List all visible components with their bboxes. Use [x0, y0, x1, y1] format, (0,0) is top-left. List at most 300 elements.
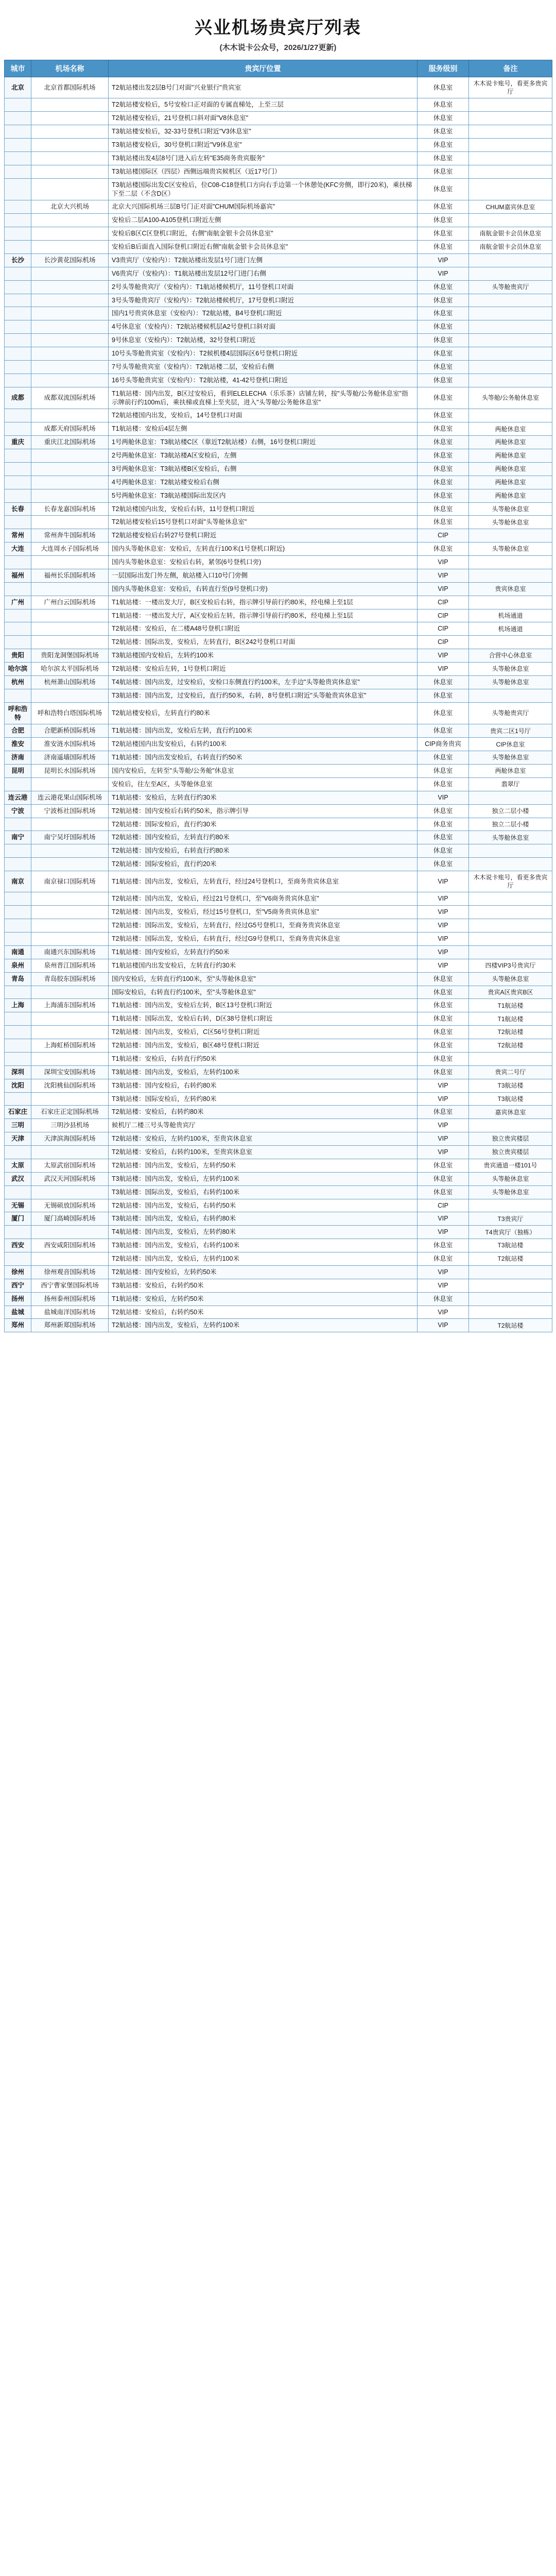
cell-note — [469, 1199, 552, 1212]
cell-airport — [31, 858, 109, 871]
cell-airport: 福州长乐国际机场 — [31, 569, 109, 582]
table-row — [5, 818, 552, 831]
cell-note: T2航站楼 — [469, 1039, 552, 1053]
cell-airport — [31, 933, 109, 946]
cell-service-level: 休息室 — [418, 777, 469, 791]
cell-airport — [31, 986, 109, 999]
table-row — [5, 675, 552, 689]
cell-location: T4航站楼：国内出发，过安检后，安检口东侧直行约100米，左手边"头等舱贵宾休息室" — [109, 675, 418, 689]
cell-service-level: CIP — [418, 622, 469, 636]
cell-service-level: 休息室 — [418, 999, 469, 1012]
cell-airport: 杭州萧山国际机场 — [31, 675, 109, 689]
cell-note: 头等舱休息室 — [469, 751, 552, 765]
cell-airport — [31, 1185, 109, 1199]
cell-airport: 泉州晋江国际机场 — [31, 959, 109, 972]
table-row — [5, 689, 552, 702]
cell-city — [5, 294, 31, 307]
cell-service-level: VIP — [418, 919, 469, 933]
cell-service-level: 休息室 — [418, 1065, 469, 1079]
table-row — [5, 387, 552, 409]
cell-note — [469, 892, 552, 906]
cell-location: T3航站楼：国内出发，安检后，左转约100米 — [109, 1172, 418, 1185]
cell-note — [469, 139, 552, 152]
cell-service-level: 休息室 — [418, 165, 469, 178]
cell-city — [5, 178, 31, 200]
cell-city: 武汉 — [5, 1172, 31, 1185]
cell-airport — [31, 818, 109, 831]
cell-airport: 沈阳桃仙国际机场 — [31, 1079, 109, 1092]
cell-city: 合肥 — [5, 724, 31, 738]
header-city: 城市 — [5, 60, 31, 77]
cell-city: 三明 — [5, 1119, 31, 1132]
cell-note: 头等舱休息室 — [469, 663, 552, 676]
cell-city: 杭州 — [5, 675, 31, 689]
cell-airport — [31, 844, 109, 858]
cell-airport: 长春龙嘉国际机场 — [31, 502, 109, 516]
table-row — [5, 543, 552, 556]
cell-airport — [31, 125, 109, 139]
cell-airport — [31, 636, 109, 649]
cell-service-level: 休息室 — [418, 280, 469, 294]
cell-note: 四楼VIP3号贵宾厅 — [469, 959, 552, 972]
cell-airport — [31, 98, 109, 112]
cell-airport — [31, 906, 109, 919]
cell-city — [5, 320, 31, 334]
table-row — [5, 1039, 552, 1053]
cell-service-level: 休息室 — [418, 1026, 469, 1039]
table-row — [5, 489, 552, 502]
cell-city: 贵阳 — [5, 649, 31, 663]
table-row — [5, 569, 552, 582]
table-row — [5, 1226, 552, 1239]
cell-airport: 上海虹桥国际机场 — [31, 1039, 109, 1053]
cell-location: T3航站楼安检后，32-33号登机口附近"V3休息室" — [109, 125, 418, 139]
cell-location: T1航站楼：一楼出发大厅，B区安检后右转，指示牌引导前行约80米，经电梯上至1层 — [109, 596, 418, 609]
cell-note: 机场通道 — [469, 622, 552, 636]
cell-location: T1航站楼：安检后4层左侧 — [109, 422, 418, 436]
cell-location: T2航站楼安检后15号登机口对面"头等舱休息室" — [109, 516, 418, 529]
cell-airport — [31, 919, 109, 933]
cell-airport: 盐城南洋国际机场 — [31, 1306, 109, 1319]
cell-city — [5, 1185, 31, 1199]
table-row — [5, 516, 552, 529]
cell-location: 国内1号贵宾休息室（安检内）：T2航站楼，B4号登机口附近 — [109, 307, 418, 320]
table-row — [5, 178, 552, 200]
cell-service-level: VIP — [418, 1226, 469, 1239]
cell-airport — [31, 178, 109, 200]
cell-airport — [31, 556, 109, 569]
cell-note: 合营中心休息室 — [469, 649, 552, 663]
cell-service-level: VIP — [418, 906, 469, 919]
cell-city — [5, 919, 31, 933]
cell-note: 头等舱休息室 — [469, 972, 552, 986]
cell-airport — [31, 476, 109, 489]
cell-location: T2航站楼国内出发安检后，右转约100米 — [109, 738, 418, 751]
cell-airport: 南宁吴圩国际机场 — [31, 831, 109, 844]
cell-airport — [31, 139, 109, 152]
cell-city — [5, 200, 31, 214]
cell-note: T1航站楼 — [469, 1012, 552, 1026]
cell-location: T2航站楼安检后右转27号登机口附近 — [109, 529, 418, 543]
cell-service-level: 休息室 — [418, 409, 469, 422]
page-title: 兴业机场贵宾厅列表 — [195, 18, 361, 38]
cell-service-level: VIP — [418, 945, 469, 959]
cell-city: 扬州 — [5, 1292, 31, 1306]
cell-location: T1航站楼国内出发安检后，左转直行约30米 — [109, 959, 418, 972]
cell-airport — [31, 214, 109, 227]
cell-airport: 合肥新桥国际机场 — [31, 724, 109, 738]
cell-note — [469, 253, 552, 267]
cell-airport — [31, 1026, 109, 1039]
cell-airport — [31, 1146, 109, 1159]
cell-service-level: VIP — [418, 1079, 469, 1092]
cell-city: 西安 — [5, 1239, 31, 1252]
cell-location: 7号头等舱贵宾室（安检内）：T2航站楼二层，安检后右侧 — [109, 360, 418, 374]
cell-location: T1航站楼：安检后，左转直行约30米 — [109, 791, 418, 804]
cell-airport: 连云港花果山国际机场 — [31, 791, 109, 804]
cell-airport — [31, 689, 109, 702]
cell-city — [5, 1226, 31, 1239]
cell-note — [469, 858, 552, 871]
table-row — [5, 596, 552, 609]
cell-service-level: 休息室 — [418, 1052, 469, 1065]
cell-service-level: CIP — [418, 1199, 469, 1212]
cell-airport: 石家庄正定国际机场 — [31, 1106, 109, 1119]
cell-note: 南航金银卡会员休息室 — [469, 241, 552, 254]
cell-note: T2航站楼 — [469, 1319, 552, 1332]
table-row — [5, 636, 552, 649]
cell-note — [469, 320, 552, 334]
cell-location: T2航站楼：国内安检后右转约50米，指示牌引导 — [109, 804, 418, 818]
table-row — [5, 1079, 552, 1092]
cell-note — [469, 529, 552, 543]
cell-city — [5, 1012, 31, 1026]
cell-note: 独立贵宾楼层 — [469, 1132, 552, 1146]
cell-location: T3航站楼：国内出发，过安检后，直行约50米，右转，8号登机口附近"头等舱贵宾休息室" — [109, 689, 418, 702]
cell-location: T2航站楼：国内出发，安检后，左转约100米 — [109, 1319, 418, 1332]
cell-note: 两舱休息室 — [469, 449, 552, 463]
cell-airport: 南通兴东国际机场 — [31, 945, 109, 959]
cell-service-level: 休息室 — [418, 675, 469, 689]
cell-service-level: 休息室 — [418, 543, 469, 556]
cell-airport — [31, 609, 109, 622]
cell-service-level: 休息室 — [418, 818, 469, 831]
table-row — [5, 476, 552, 489]
cell-service-level: 休息室 — [418, 294, 469, 307]
cell-city — [5, 139, 31, 152]
cell-airport — [31, 777, 109, 791]
cell-location: T2航站楼安检后，左转直行约80米 — [109, 702, 418, 724]
cell-note: 独立二层小楼 — [469, 818, 552, 831]
cell-airport — [31, 409, 109, 422]
table-row — [5, 267, 552, 280]
cell-airport — [31, 516, 109, 529]
table-row — [5, 294, 552, 307]
table-row — [5, 702, 552, 724]
cell-note — [469, 409, 552, 422]
cell-city: 南通 — [5, 945, 31, 959]
cell-service-level: VIP — [418, 892, 469, 906]
cell-note: 翡翠厅 — [469, 777, 552, 791]
cell-city: 石家庄 — [5, 1106, 31, 1119]
cell-city: 盐城 — [5, 1306, 31, 1319]
cell-service-level: 休息室 — [418, 320, 469, 334]
cell-city — [5, 556, 31, 569]
cell-service-level: 休息室 — [418, 804, 469, 818]
page-subtitle: (木木说卡公众号，2026/1/27更新) — [219, 43, 337, 52]
table-row — [5, 622, 552, 636]
cell-location: T2航站楼：国内安检后，左转约50米 — [109, 1265, 418, 1279]
cell-city — [5, 582, 31, 596]
cell-city: 济南 — [5, 751, 31, 765]
table-row — [5, 227, 552, 241]
cell-location: 一层国际出发门外左侧，航站楼入口10号门旁侧 — [109, 569, 418, 582]
table-row — [5, 347, 552, 361]
cell-location: 3号头等舱贵宾厅（安检内）：T2航站楼候机厅，17号登机口附近 — [109, 294, 418, 307]
cell-service-level: 休息室 — [418, 1172, 469, 1185]
cell-location: 2号头等舱贵宾厅（安检内）：T1航站楼候机厅，11号登机口对面 — [109, 280, 418, 294]
cell-city: 连云港 — [5, 791, 31, 804]
cell-city — [5, 609, 31, 622]
cell-location: T3航站楼：国内出发，安检后，右转约100米 — [109, 1239, 418, 1252]
table-row — [5, 98, 552, 112]
cell-location: T2航站楼：国际出发，安检后，左转直行，B区242号登机口对面 — [109, 636, 418, 649]
table-row — [5, 112, 552, 125]
cell-note: 头等舱休息室 — [469, 1172, 552, 1185]
cell-city: 南京 — [5, 871, 31, 892]
cell-city — [5, 1039, 31, 1053]
cell-location: T2航站楼：国内安检后，左转直行约80米 — [109, 831, 418, 844]
cell-location: T3航站楼：安检后，右转约50米 — [109, 1279, 418, 1292]
cell-city — [5, 1052, 31, 1065]
table-row — [5, 945, 552, 959]
cell-city: 厦门 — [5, 1212, 31, 1226]
cell-city — [5, 933, 31, 946]
table-row — [5, 858, 552, 871]
cell-location: T2航站楼安检后，5号安检口正对面的专属直梯处，上至三层 — [109, 98, 418, 112]
cell-location: 北京大兴国际机场三层B号门正对面"CHUM国际机场嘉宾" — [109, 200, 418, 214]
cell-service-level: 休息室 — [418, 476, 469, 489]
cell-location: T2航站楼安检后，21号登机口斜对面"V8休息室" — [109, 112, 418, 125]
cell-note — [469, 906, 552, 919]
cell-service-level: 休息室 — [418, 689, 469, 702]
cell-location: 9号休息室（安检内）：T2航站楼，32号登机口附近 — [109, 334, 418, 347]
cell-service-level: VIP — [418, 253, 469, 267]
cell-airport — [31, 334, 109, 347]
cell-airport: 天津滨海国际机场 — [31, 1132, 109, 1146]
table-row — [5, 1292, 552, 1306]
table-row — [5, 791, 552, 804]
cell-location: T2航站楼：安检后，在二楼A48号登机口附近 — [109, 622, 418, 636]
cell-service-level: 休息室 — [418, 858, 469, 871]
cell-service-level: VIP — [418, 791, 469, 804]
table-body — [5, 77, 552, 1332]
cell-service-level: VIP — [418, 1092, 469, 1106]
cell-location: T3航站楼国际区（四层）西侧远端贵宾候机区（近17号门） — [109, 165, 418, 178]
cell-note — [469, 294, 552, 307]
table-row — [5, 1265, 552, 1279]
cell-service-level: 休息室 — [418, 1039, 469, 1053]
table-row — [5, 214, 552, 227]
cell-city — [5, 360, 31, 374]
table-header-row — [5, 60, 552, 77]
table-row — [5, 582, 552, 596]
cell-airport: 大连周水子国际机场 — [31, 543, 109, 556]
cell-airport: 西宁曹家堡国际机场 — [31, 1279, 109, 1292]
cell-note: 两舱休息室 — [469, 765, 552, 778]
table-row — [5, 663, 552, 676]
cell-city: 郑州 — [5, 1319, 31, 1332]
cell-location: T3航站楼出发4层8号门进入后左转"E35商务贵宾服务" — [109, 151, 418, 165]
cell-city — [5, 906, 31, 919]
cell-city — [5, 636, 31, 649]
cell-airport: 郑州新郑国际机场 — [31, 1319, 109, 1332]
cell-note — [469, 151, 552, 165]
cell-airport: 呼和浩特白塔国际机场 — [31, 702, 109, 724]
cell-city — [5, 1146, 31, 1159]
table-row — [5, 1199, 552, 1212]
cell-location: T1航站楼：国内出发安检后，右转直行约50米 — [109, 751, 418, 765]
cell-airport — [31, 227, 109, 241]
cell-city: 福州 — [5, 569, 31, 582]
table-row — [5, 462, 552, 476]
cell-note — [469, 636, 552, 649]
cell-service-level: CIP — [418, 529, 469, 543]
cell-service-level: 休息室 — [418, 972, 469, 986]
table-row — [5, 334, 552, 347]
cell-airport: 宁波栎社国际机场 — [31, 804, 109, 818]
cell-airport — [31, 347, 109, 361]
table-row — [5, 241, 552, 254]
cell-note: T3贵宾厅 — [469, 1212, 552, 1226]
cell-location: T1航站楼：国内出发，B区过安检后，看到ELELECHA（乐乐茶）店铺左转，按"头等舱/公务舱休息室"指示牌前行约100m后，乘扶梯或直梯上至夹层，进入"头等舱/公务舱休息室" — [109, 387, 418, 409]
cell-location: T2航站楼：安检后，右转约80米 — [109, 1106, 418, 1119]
cell-airport: 淮安涟水国际机场 — [31, 738, 109, 751]
cell-city: 太原 — [5, 1159, 31, 1172]
table-row — [5, 139, 552, 152]
cell-note — [469, 945, 552, 959]
cell-city — [5, 1026, 31, 1039]
table-row — [5, 1319, 552, 1332]
cell-airport: 太原武宿国际机场 — [31, 1159, 109, 1172]
cell-location: T1航站楼：国内安检后，左转直行约50米 — [109, 945, 418, 959]
cell-airport: 扬州泰州国际机场 — [31, 1292, 109, 1306]
cell-service-level: 休息室 — [418, 334, 469, 347]
table-row — [5, 609, 552, 622]
cell-city — [5, 125, 31, 139]
table-row — [5, 1239, 552, 1252]
cell-note: T4贵宾厅（独栋） — [469, 1226, 552, 1239]
cell-location: 安检后，往左至A区，头等舱休息室 — [109, 777, 418, 791]
cell-airport: 成都天府国际机场 — [31, 422, 109, 436]
cell-location: T2航站楼：安检后左转，1号登机口附近 — [109, 663, 418, 676]
cell-city: 青岛 — [5, 972, 31, 986]
cell-airport: 三明沙县机场 — [31, 1119, 109, 1132]
cell-note — [469, 214, 552, 227]
table-row — [5, 502, 552, 516]
table-row — [5, 360, 552, 374]
cell-city — [5, 777, 31, 791]
cell-city — [5, 844, 31, 858]
cell-airport — [31, 1226, 109, 1239]
cell-service-level: CIP — [418, 609, 469, 622]
cell-airport — [31, 307, 109, 320]
cell-note — [469, 178, 552, 200]
cell-service-level: 休息室 — [418, 702, 469, 724]
cell-location: T2航站楼国内出发，安检后右转，11号登机口附近 — [109, 502, 418, 516]
cell-airport — [31, 892, 109, 906]
cell-note — [469, 1306, 552, 1319]
table-row — [5, 1132, 552, 1146]
table-row — [5, 1306, 552, 1319]
cell-location: 安检后B后面直入国际登机口附近右侧"南航金银卡会员休息室" — [109, 241, 418, 254]
cell-location: T2航站楼出发2层B号门对面"兴业银行"贵宾室 — [109, 77, 418, 98]
cell-location: T2航站楼：安检后，右转约100米，至贵宾休息室 — [109, 1146, 418, 1159]
cell-service-level: 休息室 — [418, 1159, 469, 1172]
cell-airport: 北京大兴机场 — [31, 200, 109, 214]
cell-note: 贵宾二号厅 — [469, 1065, 552, 1079]
table-row — [5, 253, 552, 267]
cell-city: 泉州 — [5, 959, 31, 972]
cell-location: 4号休息室（安检内）：T2航站楼候机层A2号登机口斜对面 — [109, 320, 418, 334]
cell-airport — [31, 320, 109, 334]
cell-note: 独立贵宾楼层 — [469, 1146, 552, 1159]
table-row — [5, 999, 552, 1012]
cell-service-level: VIP — [418, 1132, 469, 1146]
cell-service-level: VIP — [418, 569, 469, 582]
cell-service-level: 休息室 — [418, 241, 469, 254]
cell-city: 深圳 — [5, 1065, 31, 1079]
cell-city: 上海 — [5, 999, 31, 1012]
cell-city: 昆明 — [5, 765, 31, 778]
cell-city — [5, 409, 31, 422]
cell-note: T3航站楼 — [469, 1239, 552, 1252]
cell-city — [5, 449, 31, 463]
cell-airport — [31, 267, 109, 280]
cell-city — [5, 334, 31, 347]
cell-service-level: 休息室 — [418, 724, 469, 738]
cell-note — [469, 933, 552, 946]
table-row — [5, 436, 552, 449]
cell-airport — [31, 1092, 109, 1106]
cell-city — [5, 422, 31, 436]
table-row — [5, 556, 552, 569]
cell-location: T3航站楼：国内出发，安检后，左转约100米 — [109, 1065, 418, 1079]
cell-location: T2航站楼：国内出发，安检后，右转约50米 — [109, 1199, 418, 1212]
cell-note — [469, 596, 552, 609]
cell-location: 5号两舱休息室：T3航站楼国际出发区内 — [109, 489, 418, 502]
cell-note: 机场通道 — [469, 609, 552, 622]
cell-note: 贵宾通道一楼101号 — [469, 1159, 552, 1172]
cell-location: T3航站楼：国内出发，安检后，右转约80米 — [109, 1212, 418, 1226]
table-row — [5, 77, 552, 98]
cell-service-level: 休息室 — [418, 178, 469, 200]
cell-note — [469, 919, 552, 933]
cell-note: 头等舱休息室 — [469, 502, 552, 516]
cell-location: 安检后二层A100-A105登机口附近左侧 — [109, 214, 418, 227]
cell-location: T2航站楼：国内安检后，右转直行约80米 — [109, 844, 418, 858]
cell-city: 沈阳 — [5, 1079, 31, 1092]
header-note: 备注 — [469, 60, 552, 77]
cell-service-level: 休息室 — [418, 1185, 469, 1199]
cell-city — [5, 986, 31, 999]
table-row — [5, 200, 552, 214]
cell-service-level: VIP — [418, 663, 469, 676]
cell-city — [5, 280, 31, 294]
cell-service-level: 休息室 — [418, 307, 469, 320]
cell-note — [469, 165, 552, 178]
cell-service-level: 休息室 — [418, 1292, 469, 1306]
